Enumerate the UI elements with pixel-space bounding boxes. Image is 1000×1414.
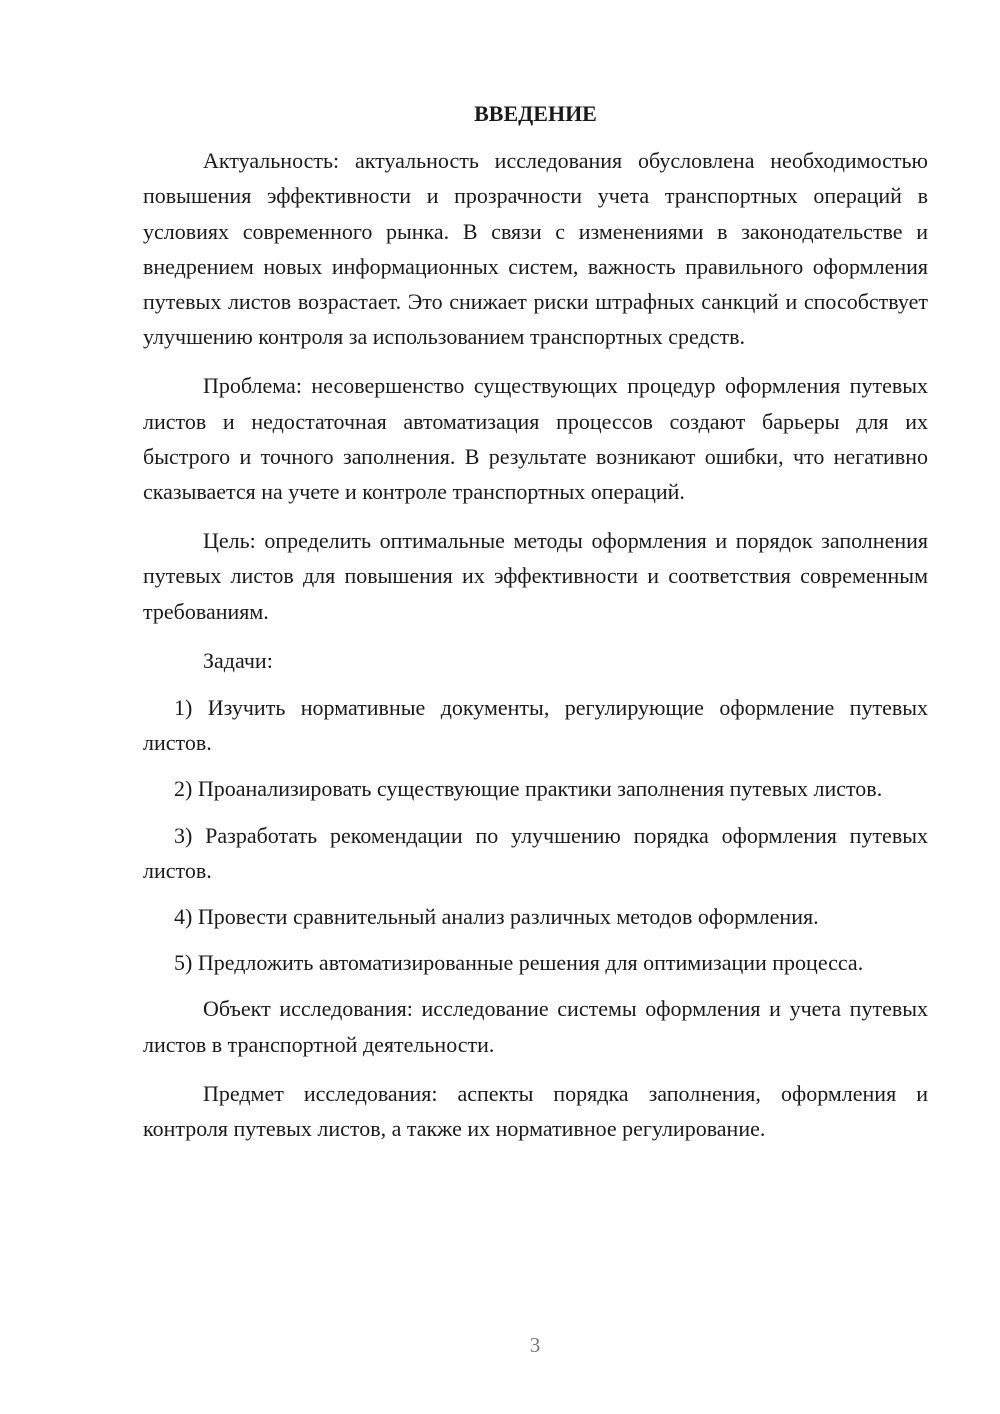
task-item: 4) Провести сравнительный анализ различных методов оформления. (174, 904, 819, 930)
task-item: 1) Изучить нормативные документы, регулирующие оформление путевых листов. (143, 695, 928, 756)
tasks-list (143, 690, 928, 980)
goal-paragraph: Цель: определить оптимальные методы оформления и порядок заполнения путевых листов для повышения их эффективности и соответствия современным требованиям. (143, 528, 928, 624)
task-item: 2) Проанализировать существующие практики заполнения путевых листов. (174, 776, 883, 802)
problem-paragraph: Проблема: несовершенство существующих процедур оформления путевых листов и недостаточная автоматизация процессов создают барьеры для их быстрого и точного заполнения. В результате возникают ошибки, что негативно сказывается на учете и контроле транспортных операций. (143, 373, 928, 505)
task-item: 3) Разработать рекомендации по улучшению порядка оформления путевых листов. (143, 822, 928, 883)
object-paragraph: Объект исследования: исследование системы оформления и учета путевых листов в транспортной деятельности. (143, 996, 928, 1057)
document-page (143, 96, 928, 1160)
section-heading: ВВЕДЕНИЕ (474, 101, 597, 126)
relevance-paragraph: Актуальность: актуальность исследования обусловлена необходимостью повышения эффективности и прозрачности учета транспортных операций в условиях современного рынка. В связи с изменениями в законодательстве и внедрением новых информационных систем, важность правильного оформления путевых листов возрастает. Это снижает риски штрафных санкций и способствует улучшению контроля за использованием транспортных средств. (143, 148, 928, 350)
subject-paragraph: Предмет исследования: аспекты порядка заполнения, оформления и контроля путевых листов, а также их нормативное регулирование. (143, 1080, 928, 1142)
task-item: 5) Предложить автоматизированные решения для оптимизации процесса. (174, 950, 864, 976)
page-number: 3 (529, 1333, 541, 1357)
tasks-label: Задачи: (203, 647, 273, 673)
